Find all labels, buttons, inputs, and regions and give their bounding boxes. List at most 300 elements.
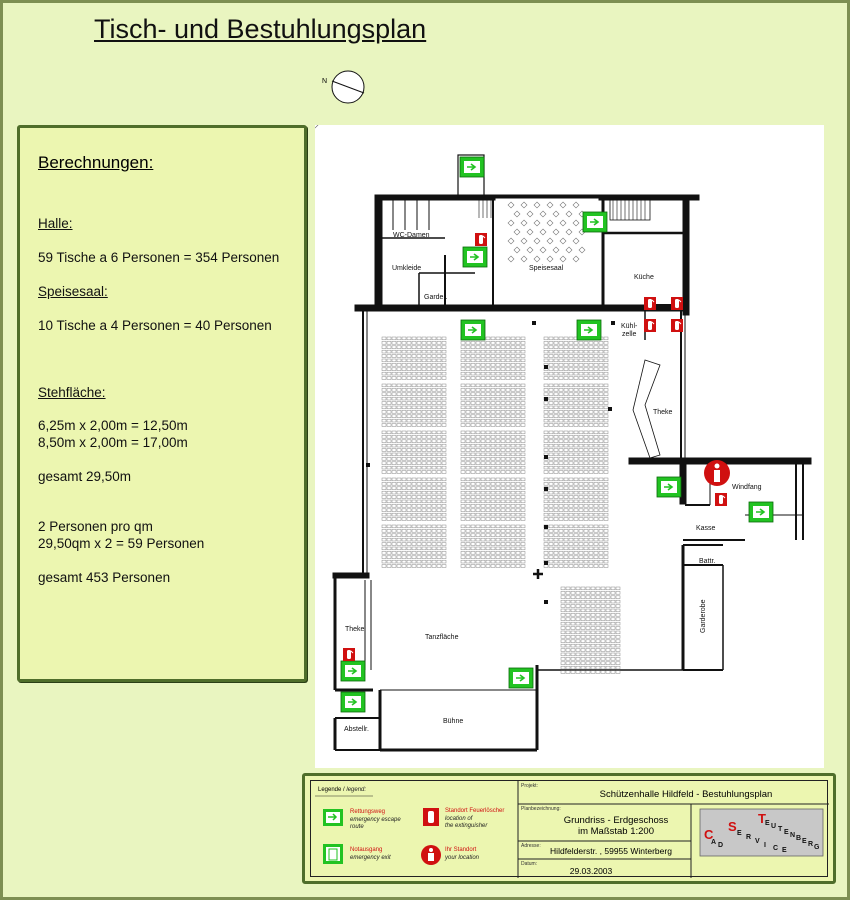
seat-mark — [422, 491, 426, 494]
seat-mark — [501, 444, 505, 447]
seat-mark — [476, 482, 480, 485]
seat-mark — [569, 402, 573, 405]
seat-mark — [549, 435, 553, 438]
floor-plan-drawing — [315, 125, 824, 768]
seat-mark — [589, 388, 593, 391]
seat-mark — [586, 640, 590, 643]
seat-mark — [491, 372, 495, 375]
seat-mark — [584, 388, 588, 391]
seat-mark — [554, 560, 558, 563]
seat-mark — [397, 377, 401, 380]
seat-mark — [584, 435, 588, 438]
seat-mark — [594, 471, 598, 474]
seat-mark — [544, 556, 548, 559]
seat-mark — [511, 444, 515, 447]
seat-mark — [437, 496, 441, 499]
seat-mark — [544, 341, 548, 344]
seat-mark — [382, 402, 386, 405]
seat-mark — [501, 393, 505, 396]
seat-mark — [466, 431, 470, 434]
seat-mark — [579, 368, 583, 371]
seat-mark — [392, 513, 396, 516]
seat-mark — [599, 393, 603, 396]
seat-mark — [604, 337, 608, 340]
seat-mark — [476, 393, 480, 396]
seat-mark — [581, 591, 585, 594]
seat-mark — [442, 478, 446, 481]
stehflaeche-label: Stehfläche: — [38, 385, 106, 400]
seat-mark — [466, 525, 470, 528]
seat-mark — [506, 350, 510, 353]
seat-mark — [584, 556, 588, 559]
seat-mark — [392, 500, 396, 503]
seat-mark — [387, 556, 391, 559]
seat-mark — [382, 368, 386, 371]
seat-mark — [397, 471, 401, 474]
logo-letter: E — [765, 820, 770, 827]
seat-mark — [521, 444, 525, 447]
seat-mark — [566, 596, 570, 599]
seat-mark — [417, 551, 421, 554]
seat-mark — [382, 377, 386, 380]
seat-mark — [521, 359, 525, 362]
seat-mark — [511, 431, 515, 434]
seat-mark — [564, 500, 568, 503]
seat-mark — [581, 587, 585, 590]
seat-mark — [559, 419, 563, 422]
seat-mark — [566, 635, 570, 638]
seat-mark — [412, 440, 416, 443]
room-garderobe-small: Garder. — [424, 294, 448, 301]
seat-mark — [574, 440, 578, 443]
seat-mark — [544, 449, 548, 452]
seat-mark — [566, 627, 570, 630]
seat-mark — [569, 478, 573, 481]
seat-mark — [521, 538, 525, 541]
seat-mark — [437, 402, 441, 405]
seat-mark — [491, 547, 495, 550]
seat-mark — [594, 560, 598, 563]
seat-mark — [559, 513, 563, 516]
seat-mark — [422, 337, 426, 340]
seat-mark — [564, 509, 568, 512]
seat-mark — [387, 368, 391, 371]
seat-mark — [427, 525, 431, 528]
seat-mark — [591, 666, 595, 669]
seat-mark — [382, 393, 386, 396]
seat-mark — [564, 534, 568, 537]
seat-mark — [412, 462, 416, 465]
seat-mark — [544, 543, 548, 546]
seat-mark — [442, 363, 446, 366]
seat-mark — [486, 504, 490, 507]
room-theke-left: Theke — [345, 626, 365, 633]
seat-mark — [554, 525, 558, 528]
seat-mark — [461, 487, 465, 490]
seat-mark — [591, 627, 595, 630]
seat-mark — [402, 529, 406, 532]
seat-mark — [427, 431, 431, 434]
emergency-exit-sign — [749, 502, 773, 522]
seat-mark — [392, 431, 396, 434]
steh-line-2: 8,50m x 2,00m = 17,00m — [38, 435, 188, 450]
seat-mark — [501, 419, 505, 422]
seat-mark — [496, 444, 500, 447]
seat-mark — [392, 388, 396, 391]
seat-mark — [387, 525, 391, 528]
seat-mark — [387, 402, 391, 405]
seat-mark — [564, 496, 568, 499]
seat-mark — [427, 410, 431, 413]
seat-mark — [461, 449, 465, 452]
seat-mark — [486, 346, 490, 349]
seat-mark — [554, 496, 558, 499]
seat-mark — [496, 500, 500, 503]
seat-mark — [442, 491, 446, 494]
datum-label: Datum: — [521, 861, 538, 867]
seat-mark — [569, 341, 573, 344]
seat-mark — [486, 534, 490, 537]
seat-mark — [579, 410, 583, 413]
seat-mark — [511, 419, 515, 422]
room-kuehlzelle: zelle — [622, 331, 637, 338]
seat-mark — [569, 462, 573, 465]
seat-mark — [461, 529, 465, 532]
seat-mark — [581, 671, 585, 674]
seat-mark — [601, 671, 605, 674]
seat-mark — [599, 496, 603, 499]
seat-mark — [599, 487, 603, 490]
seat-mark — [594, 402, 598, 405]
seat-mark — [476, 424, 480, 427]
seat-mark — [579, 341, 583, 344]
seat-mark — [569, 471, 573, 474]
seat-mark — [501, 478, 505, 481]
seat-mark — [392, 529, 396, 532]
seat-mark — [481, 534, 485, 537]
seat-mark — [576, 657, 580, 660]
seat-mark — [559, 337, 563, 340]
extinguisher-icon — [644, 297, 656, 310]
seat-mark — [427, 551, 431, 554]
seat-mark — [402, 346, 406, 349]
seat-mark — [387, 482, 391, 485]
seat-mark — [387, 491, 391, 494]
seat-mark — [387, 393, 391, 396]
seat-mark — [422, 406, 426, 409]
seat-mark — [599, 424, 603, 427]
seat-mark — [559, 368, 563, 371]
seat-mark — [486, 444, 490, 447]
seat-mark — [412, 491, 416, 494]
seat-mark — [387, 337, 391, 340]
seat-mark — [599, 518, 603, 521]
seat-mark — [466, 565, 470, 568]
seat-mark — [382, 346, 386, 349]
seat-mark — [427, 419, 431, 422]
seat-mark — [486, 359, 490, 362]
seat-mark — [596, 591, 600, 594]
seat-mark — [579, 350, 583, 353]
speisesaal-table-mark — [521, 202, 527, 208]
seat-mark — [564, 355, 568, 358]
seat-mark — [559, 565, 563, 568]
seat-mark — [501, 504, 505, 507]
seat-mark — [382, 337, 386, 340]
seat-mark — [611, 591, 615, 594]
steh-total: gesamt 29,50m — [38, 469, 132, 484]
seat-mark — [591, 657, 595, 660]
seat-mark — [382, 543, 386, 546]
seat-mark — [604, 419, 608, 422]
seat-mark — [417, 363, 421, 366]
seat-mark — [589, 518, 593, 521]
seat-mark — [471, 547, 475, 550]
seat-mark — [476, 388, 480, 391]
seat-mark — [601, 631, 605, 634]
seat-mark — [561, 605, 565, 608]
seat-mark — [604, 424, 608, 427]
seat-mark — [407, 496, 411, 499]
seat-mark — [437, 462, 441, 465]
seat-mark — [549, 440, 553, 443]
seat-mark — [427, 560, 431, 563]
seat-mark — [437, 406, 441, 409]
seat-mark — [481, 478, 485, 481]
seat-mark — [564, 462, 568, 465]
seat-mark — [466, 419, 470, 422]
seat-mark — [566, 631, 570, 634]
seat-mark — [599, 372, 603, 375]
legend-notausgang: Notausgang — [350, 847, 383, 853]
seat-mark — [511, 384, 515, 387]
seat-mark — [387, 410, 391, 413]
seat-mark — [516, 534, 520, 537]
seat-mark — [574, 547, 578, 550]
seat-mark — [461, 496, 465, 499]
seat-mark — [589, 466, 593, 469]
seat-mark — [501, 449, 505, 452]
seat-mark — [491, 435, 495, 438]
seat-mark — [611, 671, 615, 674]
seat-mark — [549, 368, 553, 371]
seat-mark — [521, 518, 525, 521]
seat-mark — [387, 543, 391, 546]
seat-mark — [476, 560, 480, 563]
seat-mark — [481, 363, 485, 366]
seat-mark — [544, 491, 548, 494]
seat-mark — [496, 471, 500, 474]
seat-mark — [599, 444, 603, 447]
seat-mark — [596, 605, 600, 608]
seat-mark — [594, 518, 598, 521]
seat-mark — [599, 355, 603, 358]
seat-mark — [461, 355, 465, 358]
seat-mark — [589, 359, 593, 362]
seat-mark — [594, 419, 598, 422]
seat-mark — [466, 449, 470, 452]
seat-mark — [501, 410, 505, 413]
seat-mark — [549, 529, 553, 532]
seat-mark — [594, 534, 598, 537]
seat-mark — [581, 649, 585, 652]
seat-mark — [564, 368, 568, 371]
seat-mark — [432, 393, 436, 396]
seat-mark — [596, 635, 600, 638]
seat-mark — [516, 509, 520, 512]
seat-mark — [574, 457, 578, 460]
seat-mark — [422, 355, 426, 358]
seat-mark — [559, 355, 563, 358]
seat-mark — [589, 529, 593, 532]
seat-mark — [501, 482, 505, 485]
seat-mark — [461, 440, 465, 443]
seat-mark — [554, 402, 558, 405]
seat-mark — [521, 368, 525, 371]
seat-mark — [584, 410, 588, 413]
seat-mark — [584, 525, 588, 528]
seat-mark — [496, 487, 500, 490]
seat-mark — [574, 372, 578, 375]
seat-mark — [481, 482, 485, 485]
seat-mark — [392, 491, 396, 494]
seat-mark — [606, 631, 610, 634]
seat-mark — [481, 453, 485, 456]
seat-mark — [476, 359, 480, 362]
speisesaal-label: Speisesaal: — [38, 284, 108, 299]
seat-mark — [511, 560, 515, 563]
seat-mark — [387, 372, 391, 375]
seat-mark — [554, 388, 558, 391]
seat-mark — [566, 671, 570, 674]
seat-mark — [586, 644, 590, 647]
seat-mark — [506, 504, 510, 507]
seat-mark — [496, 402, 500, 405]
seat-mark — [591, 653, 595, 656]
seat-mark — [604, 435, 608, 438]
seat-mark — [516, 397, 520, 400]
seat-mark — [549, 410, 553, 413]
seat-mark — [559, 431, 563, 434]
seat-mark — [392, 482, 396, 485]
per-sqm-line-2: 29,50qm x 2 = 59 Personen — [38, 536, 205, 551]
seat-mark — [586, 587, 590, 590]
seat-mark — [569, 431, 573, 434]
seat-mark — [511, 397, 515, 400]
seat-mark — [591, 618, 595, 621]
seat-mark — [511, 471, 515, 474]
seat-mark — [432, 500, 436, 503]
seat-mark — [589, 457, 593, 460]
seat-mark — [566, 609, 570, 612]
seat-mark — [407, 359, 411, 362]
seat-mark — [579, 462, 583, 465]
seat-mark — [549, 406, 553, 409]
seat-mark — [506, 377, 510, 380]
seat-mark — [496, 355, 500, 358]
seat-mark — [516, 388, 520, 391]
seat-mark — [397, 543, 401, 546]
seat-mark — [581, 622, 585, 625]
seat-mark — [476, 368, 480, 371]
seat-mark — [407, 388, 411, 391]
seat-mark — [501, 556, 505, 559]
seat-mark — [437, 359, 441, 362]
speisesaal-table-mark — [547, 256, 553, 262]
seat-mark — [604, 384, 608, 387]
seat-mark — [576, 644, 580, 647]
speisesaal-table-mark — [573, 238, 579, 244]
seat-mark — [461, 453, 465, 456]
seat-mark — [576, 600, 580, 603]
seat-mark — [521, 355, 525, 358]
seat-mark — [496, 363, 500, 366]
seat-mark — [427, 372, 431, 375]
seat-mark — [589, 471, 593, 474]
seat-mark — [496, 368, 500, 371]
seat-mark — [397, 513, 401, 516]
seat-mark — [397, 538, 401, 541]
seat-mark — [442, 500, 446, 503]
seat-mark — [586, 596, 590, 599]
seat-mark — [521, 435, 525, 438]
seat-mark — [594, 457, 598, 460]
seat-mark — [392, 556, 396, 559]
seat-mark — [559, 415, 563, 418]
seat-mark — [382, 372, 386, 375]
seat-mark — [437, 529, 441, 532]
seat-mark — [604, 350, 608, 353]
seat-mark — [397, 410, 401, 413]
seat-mark — [501, 534, 505, 537]
speisesaal-table-mark — [540, 211, 546, 217]
seat-mark — [417, 419, 421, 422]
seat-mark — [422, 346, 426, 349]
seat-mark — [476, 449, 480, 452]
seat-mark — [521, 513, 525, 516]
seat-mark — [574, 402, 578, 405]
seat-mark — [417, 457, 421, 460]
seat-mark — [584, 547, 588, 550]
seat-mark — [407, 384, 411, 387]
seat-mark — [412, 368, 416, 371]
seat-mark — [564, 491, 568, 494]
seat-mark — [566, 644, 570, 647]
seat-mark — [564, 393, 568, 396]
seat-mark — [559, 500, 563, 503]
seat-mark — [579, 388, 583, 391]
seat-mark — [427, 529, 431, 532]
seat-mark — [382, 560, 386, 563]
legend-escape-icon — [323, 809, 343, 826]
seat-mark — [501, 372, 505, 375]
seat-mark — [461, 359, 465, 362]
seat-mark — [516, 337, 520, 340]
seat-mark — [412, 410, 416, 413]
seat-mark — [461, 424, 465, 427]
seat-mark — [616, 618, 620, 621]
logo-letter: A — [711, 839, 717, 846]
seat-mark — [387, 466, 391, 469]
seat-mark — [412, 543, 416, 546]
seat-mark — [481, 355, 485, 358]
seat-mark — [604, 372, 608, 375]
seat-mark — [516, 462, 520, 465]
seat-mark — [571, 635, 575, 638]
seat-mark — [432, 388, 436, 391]
seat-mark — [601, 627, 605, 630]
seat-mark — [501, 388, 505, 391]
